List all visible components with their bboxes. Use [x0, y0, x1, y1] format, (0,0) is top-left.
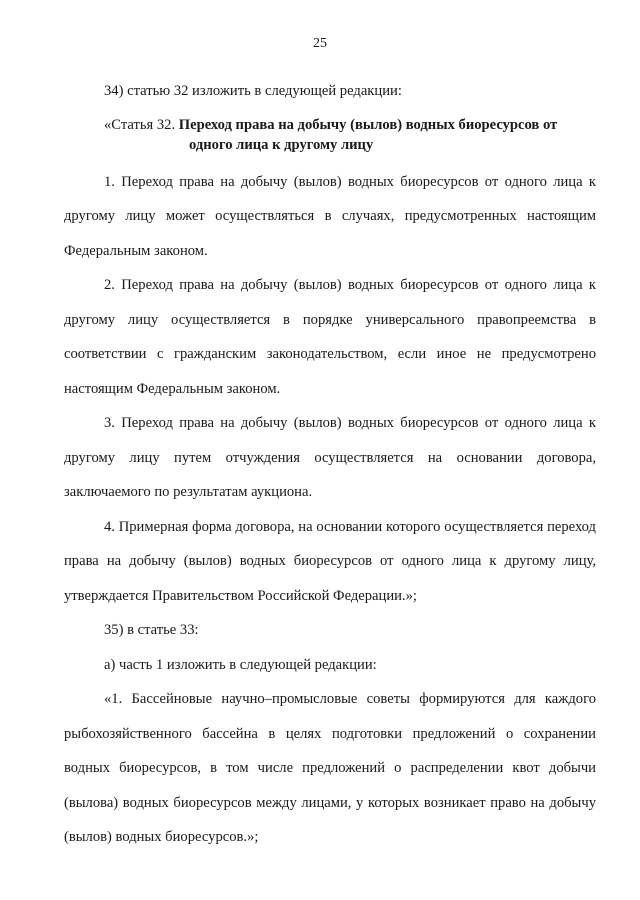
article-item-4: 4. Примерная форма договора, на основании которого осуществляется переход права на добычу (вылов) водных биоресурсов от одного лица к другому лицу, утверждается Правительством Российской Федерации.»; — [64, 518, 596, 604]
article-item-1: 1. Переход права на добычу (вылов) водных биоресурсов от одного лица к другому лицу может осуществляться в случаях, предусмотренных настоящим Федеральным законом. — [64, 173, 596, 259]
article-title-bold-1: Переход права на добычу (вылов) водных биоресурсов от — [178, 116, 558, 133]
article-title-prefix: «Статья 32. — [104, 116, 179, 133]
article-item-3: 3. Переход права на добычу (вылов) водных биоресурсов от одного лица к другому лицу путем отчуждения осуществляется на основании договора, заключаемого по результатам аукциона. — [64, 415, 596, 500]
paragraph-35: 35) в статье 33: — [104, 622, 199, 638]
page-number: 25 — [313, 36, 327, 51]
paragraph-34: 34) статью 32 изложить в следующей редакции: — [104, 83, 402, 99]
article-title-line-1 — [104, 115, 596, 135]
article-title-bold-2: одного лица к другому лицу — [189, 136, 374, 153]
quoted-part-1: «1. Бассейновые научно–промысловые советы формируются для каждого рыбохозяйственного бассейна в целях подготовки предложений о сохранении водных биоресурсов, в том числе предложений о распределении квот добычи (вылова) водных биоресурсов между лицами, у которых возникает право на добычу (вылов) водных биоресурсов.»; — [64, 691, 596, 845]
article-item-2: 2. Переход права на добычу (вылов) водных биоресурсов от одного лица к другому лицу осуществляется в порядке универсального правопреемства в соответствии с гражданским законодательством, если иное не предусмотрено настоящим Федеральным законом. — [64, 277, 596, 397]
document-body — [64, 74, 596, 855]
paragraph-a: а) часть 1 изложить в следующей редакции: — [104, 656, 377, 673]
article-title — [64, 109, 596, 165]
